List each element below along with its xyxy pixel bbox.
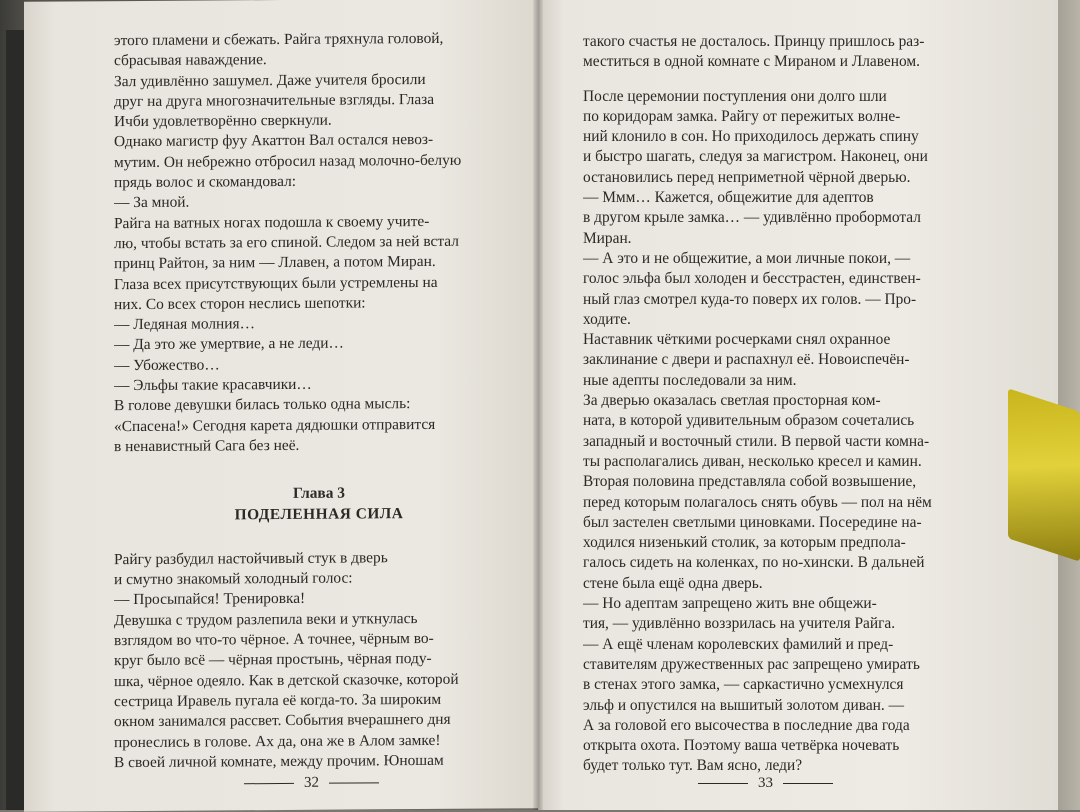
text-line: Райгу разбудил настойчивый стук в дверь [114,549,388,568]
text-line: Вторая половина представляла собой возвышение, [583,473,917,491]
text-line: Глаза всех присутствующих были устремлены на [114,273,438,293]
text-line: сбрасывая наваждение. [114,51,267,70]
text-line: Зал удивлённо зашумел. Даже учителя бросили [114,70,426,90]
text-line: ната, в которой удивительным образом сочетались [583,412,915,430]
book-gutter [533,0,543,810]
text-line: «Спасена!» Сегодня карета дядюшки отправится [114,415,436,435]
text-line: стене была ещё одна дверь. [583,574,763,592]
chapter-number: Глава 3 [293,484,345,503]
text-line: — А ещё членам королевских фамилий и пред- [583,635,894,653]
text-line: меститься в одной комнате с Мираном и Ллавеном. [583,53,920,71]
text-line: тия, — удивлённо воззрилась на учителя Райга. [583,615,896,633]
text-line: — Эльфы такие красавчики… [114,375,312,395]
text-line: — Ммм… Кажется, общежитие для адептов [583,189,874,207]
text-line: ний клонило в сон. Но приходилось держать спину [583,128,919,146]
text-line: мутим. Он небрежно отбросил назад молочно-белую [114,151,462,171]
text-line: — Но адептам запрещено жить вне общежи- [583,595,877,613]
text-line: Райга на ватных ногах подошла к своему учите- [114,212,430,232]
text-line: и быстро шагать, следуя за магистром. Наконец, они [583,148,928,166]
text-line: пронеслись в голове. Ах да, она же в Алом замке! [114,731,441,751]
text-line: — Ледяная молния… [114,315,255,334]
text-line: открыта охота. Поэтому ваша четвёрка ночевать [583,737,900,755]
text-line: принц Райтон, за ним — Ллавен, а потом Миран. [114,253,436,273]
left-page [24,0,538,812]
text-line: такого счастья не досталось. Принцу пришлось раз- [583,33,925,50]
text-line: В голове девушки билась только одна мысль: [114,395,411,415]
text-line: ставителям дружественных рас запрещено умирать [583,655,920,673]
text-line: шка, чёрное одеяло. Как в детской сказочке, которой [114,670,459,690]
text-line: этого пламени и сбежать. Райга тряхнула головой, [114,29,444,50]
text-line: заклинание с двери и распахнул её. Новоиспечён- [583,351,910,369]
yellow-clip [1008,388,1080,561]
text-line: — Просыпайся! Тренировка! [114,590,306,609]
text-line: остановились перед неприметной чёрной дверью. [583,168,911,186]
text-line: прядь волос и скомандовал: [114,172,297,192]
text-line: галось сидеть на коленках, по но-хински. В дальней [583,554,925,572]
right-page-footer [698,775,833,792]
text-line: в стенах этого замка, — саркастично усмехнулся [583,676,904,694]
text-line: — За мной. [114,194,190,212]
text-line: друг на друга многозначительные взгляды. Глаза [114,90,435,111]
text-line: — Убожество… [114,356,220,374]
text-line: окном занимался рассвет. События вчерашнего дня [114,711,451,731]
text-line: западный и восточный стили. В первой части комна- [583,432,930,450]
text-line: и смутно знакомый холодный голос: [114,569,353,589]
right-page [538,0,1058,810]
text-line: Наставник чёткими росчерками снял охранное [583,331,891,349]
text-line: будет только тут. Вам ясно, леди? [583,757,803,775]
text-line: перед которым полагалось снять обувь — пол на нём [583,493,932,511]
text-line: Девушка с трудом разлепила веки и уткнулась [114,609,418,629]
text-line: В своей личной комнате, между прочим. Юношам [114,751,444,771]
text-line: в ненавистный Сага без неё. [114,436,300,456]
text-line: ходился низенький столик, за которым предпола- [583,534,906,552]
text-line: — Да это же умертвие, а не леди… [114,335,344,354]
text-line: взглядом во что-то чёрное. А точнее, чёрным во- [114,629,434,650]
text-line: А за головой его высочества в последние два года [583,716,910,734]
right-page-text [583,32,998,777]
chapter-title: ПОДЕЛЕННАЯ СИЛА [234,504,404,523]
left-page-footer [244,774,379,792]
text-line: голос эльфа был холоден и бесстрастен, единствен- [583,270,921,288]
text-line: в другом крыле замка… — удивлённо пробормотал [583,209,921,227]
text-line: ходите. [583,310,631,328]
text-line: Однако магистр фуу Акаттон Вал остался невоз- [114,131,434,151]
text-line: ты располагались диван, несколько кресел и камин. [583,452,922,470]
text-line: Ичби удовлетворённо сверкнули. [114,111,332,131]
text-line: — А это и не общежитие, а мои личные покои, — [583,249,911,267]
text-line [583,73,998,87]
text-line: сестрица Иравель пугала её когда-то. За широким [114,690,442,711]
text-line: круг было всё — чёрная простынь, чёрная поду- [114,650,432,670]
text-line: Миран. [583,229,632,247]
text-line: После церемонии поступления они долго шли [583,87,887,105]
text-line: эльф и опустился на вышитый золотом диван. — [583,696,905,714]
text-line: ный глаз смотрел куда-то поверх их голов. — Про- [583,290,917,308]
page-number: 33 [758,775,773,791]
text-line: ные адепты последовали за ним. [583,371,797,389]
text-line: по коридорам замка. Райгу от пережитых волне- [583,107,901,125]
text-line: За дверью оказалась светлая просторная ком- [583,392,881,410]
text-line: них. Со всех сторон неслись шепотки: [114,294,366,314]
text-line: лю, чтобы встать за его спиной. Следом за ней встал [114,232,459,253]
text-line: был застелен светлыми циновками. Посередине на- [583,513,922,531]
left-page-text [114,28,524,773]
page-number: 32 [304,774,319,791]
